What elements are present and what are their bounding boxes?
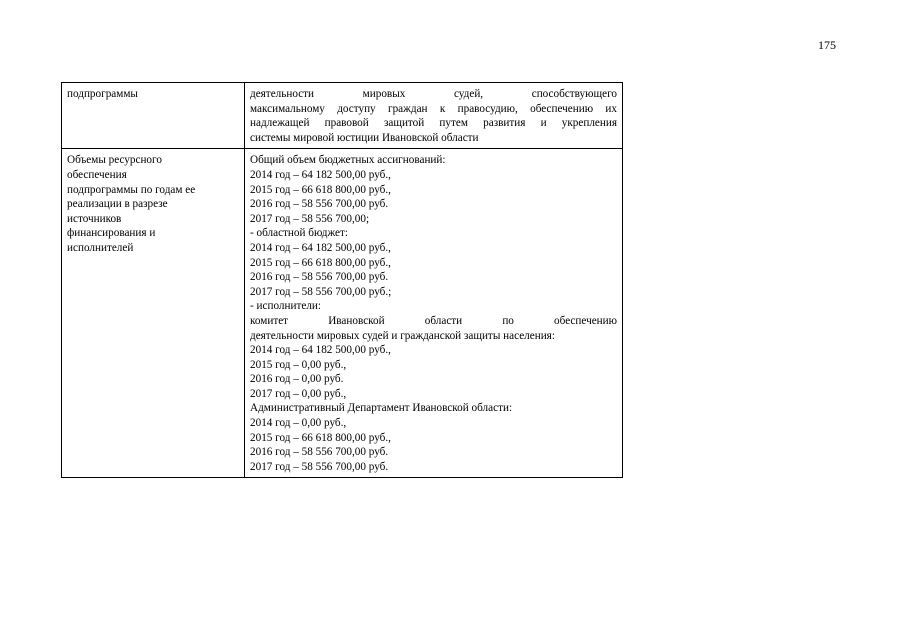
row-content-line: надлежащей правовой защитой путем развития и укрепления	[250, 117, 617, 130]
row-content-line: 2016 год – 0,00 руб.	[250, 373, 344, 386]
row-content-line: комитет Ивановской области по обеспечению	[250, 314, 617, 327]
row-content-line: 2015 год – 66 618 800,00 руб.,	[250, 256, 391, 269]
table-row	[62, 149, 623, 478]
row-content-line: 2017 год – 58 556 700,00 руб.;	[250, 285, 392, 298]
row-content-line: - исполнители:	[250, 300, 321, 313]
subprogram-passport-table	[61, 82, 623, 478]
row-content-line: 2014 год – 64 182 500,00 руб.,	[250, 168, 391, 181]
row-content-line: 2016 год – 58 556 700,00 руб.	[250, 198, 389, 211]
page-number: 175	[818, 38, 836, 52]
row-label-line: финансирования и	[67, 227, 156, 240]
row-label-line: Объемы ресурсного	[67, 154, 162, 167]
row-content-line: Административный Департамент Ивановской области:	[250, 402, 513, 415]
row-content-line: системы мировой юстиции Ивановской области	[250, 131, 479, 144]
row-content-line: деятельности мировых судей, способствующего	[250, 88, 617, 100]
row-content-line: 2015 год – 0,00 руб.,	[250, 358, 347, 371]
row-label-cell	[62, 83, 245, 149]
row-label-line: реализации в разрезе	[67, 198, 168, 211]
table-body	[62, 83, 623, 478]
row-label-line: подпрограммы по годам ее	[67, 183, 196, 196]
table-row	[62, 83, 623, 149]
row-label-line: обеспечения	[67, 168, 127, 181]
row-label-cell	[62, 149, 245, 478]
row-content-line: 2016 год – 58 556 700,00 руб.	[250, 271, 389, 284]
row-content-line: 2015 год – 66 618 800,00 руб.,	[250, 431, 391, 444]
row-content-line: - областной бюджет:	[250, 227, 349, 240]
row-content-line: 2016 год – 58 556 700,00 руб.	[250, 446, 389, 459]
row-label-line: исполнителей	[67, 241, 134, 254]
row-content-line: 2014 год – 64 182 500,00 руб.,	[250, 344, 391, 357]
row-content-line: 2015 год – 66 618 800,00 руб.,	[250, 183, 391, 196]
row-content-line: максимальному доступу граждан к правосудию, обеспечению их	[250, 102, 617, 115]
row-content-cell	[245, 149, 623, 478]
row-content-cell	[245, 83, 623, 149]
row-label-line: подпрограммы	[67, 88, 138, 100]
row-content-line: деятельности мировых судей и гражданской защиты населения:	[250, 329, 555, 342]
row-content-line: 2014 год – 64 182 500,00 руб.,	[250, 241, 391, 254]
row-content-line: 2017 год – 0,00 руб.,	[250, 387, 347, 400]
row-content-line: 2017 год – 58 556 700,00;	[250, 212, 370, 225]
row-label-line: источников	[67, 212, 122, 225]
row-content-line: Общий объем бюджетных ассигнований:	[250, 154, 446, 167]
row-content-line: 2014 год – 0,00 руб.,	[250, 417, 347, 430]
row-content-line: 2017 год – 58 556 700,00 руб.	[250, 460, 389, 473]
